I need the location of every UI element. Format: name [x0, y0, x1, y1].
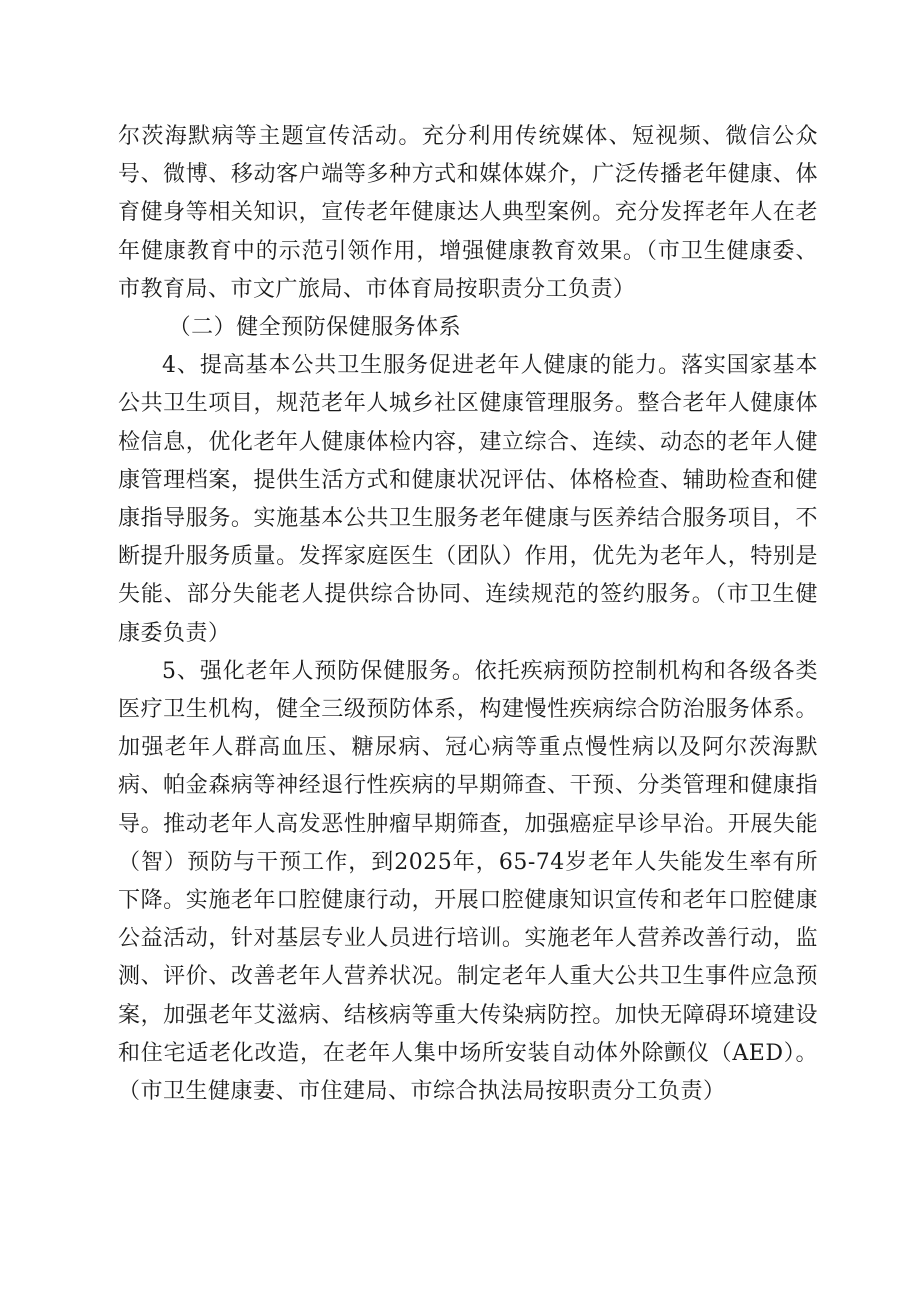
document-body	[118, 118, 818, 1111]
paragraph-item-4: 4、提高基本公共卫生服务促进老年人健康的能力。落实国家基本公共卫生项目，规范老年人城乡社区健康管理服务。整合老年人健康体检信息，优化老年人健康体检内容，建立综合、连续、动态的老年人健康管理档案，提供生活方式和健康状况评估、体格检查、辅助检查和健康指导服务。实施基本公共卫生服务老年健康与医养结合服务项目，不断提升服务质量。发挥家庭医生（团队）作用，优先为老年人，特别是失能、部分失能老人提供综合协同、连续规范的签约服务。（市卫生健康委负责）	[118, 353, 818, 646]
section-heading: （二）健全预防保健服务体系	[168, 315, 462, 341]
paragraph-continuation: 尔茨海默病等主题宣传活动。充分利用传统媒体、短视频、微信公众号、微博、移动客户端等多种方式和媒体媒介，广泛传播老年健康、体育健身等相关知识，宣传老年健康达人典型案例。充分发挥老年人在老年健康教育中的示范引领作用，增强健康教育效果。（市卫生健康委、市教育局、市文广旅局、市体育局按职责分工负责）	[118, 124, 818, 302]
paragraph-item-5: 5、强化老年人预防保健服务。依托疾病预防控制机构和各级各类医疗卫生机构，健全三级预防体系，构建慢性疾病综合防治服务体系。加强老年人群高血压、糖尿病、冠心病等重点慢性病以及阿尔茨海默病、帕金森病等神经退行性疾病的早期筛查、干预、分类管理和健康指导。推动老年人高发恶性肿瘤早期筛查，加强癌症早诊早治。开展失能（智）预防与干预工作，到2025年，65-74岁老年人失能发生率有所下降。实施老年口腔健康行动，开展口腔健康知识宣传和老年口腔健康公益活动，针对基层专业人员进行培训。实施老年人营养改善行动，监测、评价、改善老年人营养状况。制定老年人重大公共卫生事件应急预案，加强老年艾滋病、结核病等重大传染病防控。加快无障碍环境建设和住宅适老化改造，在老年人集中场所安装自动体外除颤仪（AED）。（市卫生健康妻、市住建局、市综合执法局按职责分工负责）	[118, 658, 818, 1105]
